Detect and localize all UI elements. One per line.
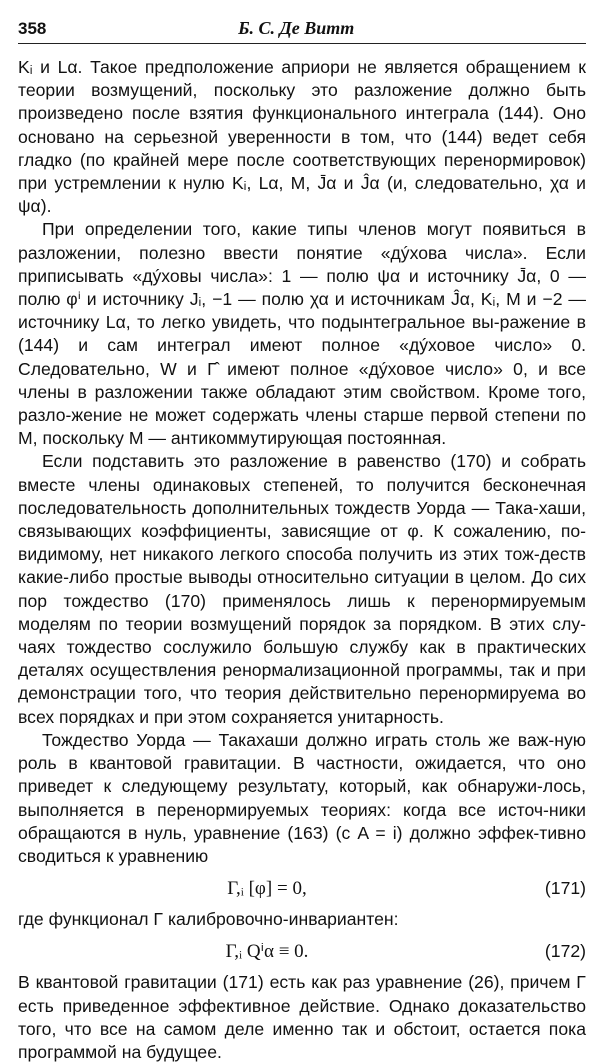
text-line: произведено после взятия функционального интеграла (144). Оно xyxy=(18,103,586,124)
text-line: При определении того, какие типы членов могут появиться xyxy=(42,219,577,240)
text-line: хаши, связывающих коэффициенты, зависящие от φ. К сожалению, xyxy=(18,497,586,542)
text-line: гладко (по крайней мере после соответствующих перенормировок) xyxy=(18,149,586,170)
equation-formula: Γ,ᵢ Qⁱα ≡ 0. xyxy=(225,940,309,962)
text-line: Γ есть приведенное эффективное действие. Однако доказательство xyxy=(18,972,586,1016)
paragraph-2 xyxy=(18,218,586,450)
between-equations-text: где функционал Γ калибровочно-инвариантен: xyxy=(18,909,399,930)
text-line: и −2 — источнику Lα, то легко увидеть, что подынтегральное вы- xyxy=(18,289,586,333)
text-line: и ψα). xyxy=(18,173,586,217)
text-line: при устремлении к нулю Kᵢ, Lα, M, J̄α и Ĵα (и, следовательно, χα xyxy=(18,173,577,194)
main-text xyxy=(18,56,586,1064)
paragraph-1 xyxy=(18,56,586,218)
text-line: оно приведет к следующему результату, который, как обнаружи- xyxy=(18,753,586,797)
text-line: во всех порядках и при этом сохраняется унитарность. xyxy=(18,683,586,727)
page-number: 358 xyxy=(18,19,47,38)
text-line: тивно сводиться к уравнению xyxy=(18,822,586,866)
text-line: поскольку M — антикоммутирующая постоянная. xyxy=(42,428,447,449)
running-head: Б. С. Де Витт xyxy=(238,18,355,38)
text-line: деталях осуществления ренормализационной программы, так и xyxy=(18,660,557,681)
equation-formula: Γ,ᵢ [φ] = 0, xyxy=(227,877,307,899)
text-line: ники обращаются в нуль, уравнение (163) (с A = i) должно эффек- xyxy=(18,799,586,843)
text-line: Тождество Уорда — Такахаши должно играть столь же важ- xyxy=(42,729,555,750)
text-line: приписывать «дýховы числа»: 1 — полю ψα и источнику J̄α, 0 — xyxy=(18,265,586,286)
equation-171 xyxy=(18,870,586,906)
text-line: в разложении, полезно ввести понятие «дýхова числа». Если xyxy=(18,219,586,263)
equation-172 xyxy=(18,933,586,969)
text-line: полю φⁱ и источнику Jᵢ, −1 — полю χα и источникам Ĵα, Kᵢ, M xyxy=(18,289,527,310)
paragraph-4 xyxy=(18,729,586,868)
text-line: по-видимому, нет никакого легкого способа получить из этих тож- xyxy=(18,521,586,565)
final-paragraph xyxy=(18,971,586,1064)
text-line: вместе члены одинаковых степеней, то получится бесконечная xyxy=(18,474,586,495)
paragraph-3 xyxy=(18,450,586,728)
text-line: Следовательно, W и Γ̂ имеют полное «дýховое число» 0, и все члены xyxy=(18,358,586,402)
text-line: к теории возмущений, поскольку это разложение должно быть xyxy=(18,57,586,101)
text-line: ную роль в квантовой гравитации. В частности, ожидается, что xyxy=(18,729,586,774)
text-line: Если подставить это разложение в равенство (170) и собрать xyxy=(42,451,586,472)
text-line: в разложении также обладают этим свойством. Кроме того, разло- xyxy=(18,381,586,426)
equation-number: (172) xyxy=(544,940,586,961)
text-line: деств какие-либо простые выводы относительно ситуации в целом. xyxy=(18,544,586,588)
equation-number: (171) xyxy=(544,877,586,898)
text-line: того, что все на самом деле именно так и обстоит, остается пока xyxy=(18,1018,586,1039)
text-line: Kᵢ и Lα. Такое предположение априори не является обращением xyxy=(18,57,579,77)
text-line: последовательность дополнительных тождеств Уорда — Така- xyxy=(18,497,539,518)
paragraph-final xyxy=(18,971,586,1064)
text-line: лось, выполняется в перенормируемых теориях: когда все источ- xyxy=(18,776,586,820)
page-header xyxy=(18,0,586,44)
paragraph-group xyxy=(18,56,586,868)
text-line: До сих пор тождество (170) применялось лишь к перенормируемым xyxy=(18,567,586,611)
text-line: программой на будущее. xyxy=(18,1041,222,1062)
text-line: ражение в (144) и сам интеграл имеют полное «дýховое число» 0. xyxy=(18,312,586,356)
text-line: жение не может содержать члены старше первой степени по M, xyxy=(18,405,586,449)
text-line: В квантовой гравитации (171) есть как раз уравнение (26), причем xyxy=(18,972,577,993)
text-line: моделям по теории возмущений порядок за порядком. В этих слу- xyxy=(18,613,586,634)
text-line: основано на серьезной уверенности в том, что (144) ведет себя xyxy=(18,126,586,147)
text-line: чаях тождество сослужило большую службу как в практических xyxy=(18,637,586,658)
text-line: при демонстрации того, что теория действительно перенормируема xyxy=(18,660,586,704)
